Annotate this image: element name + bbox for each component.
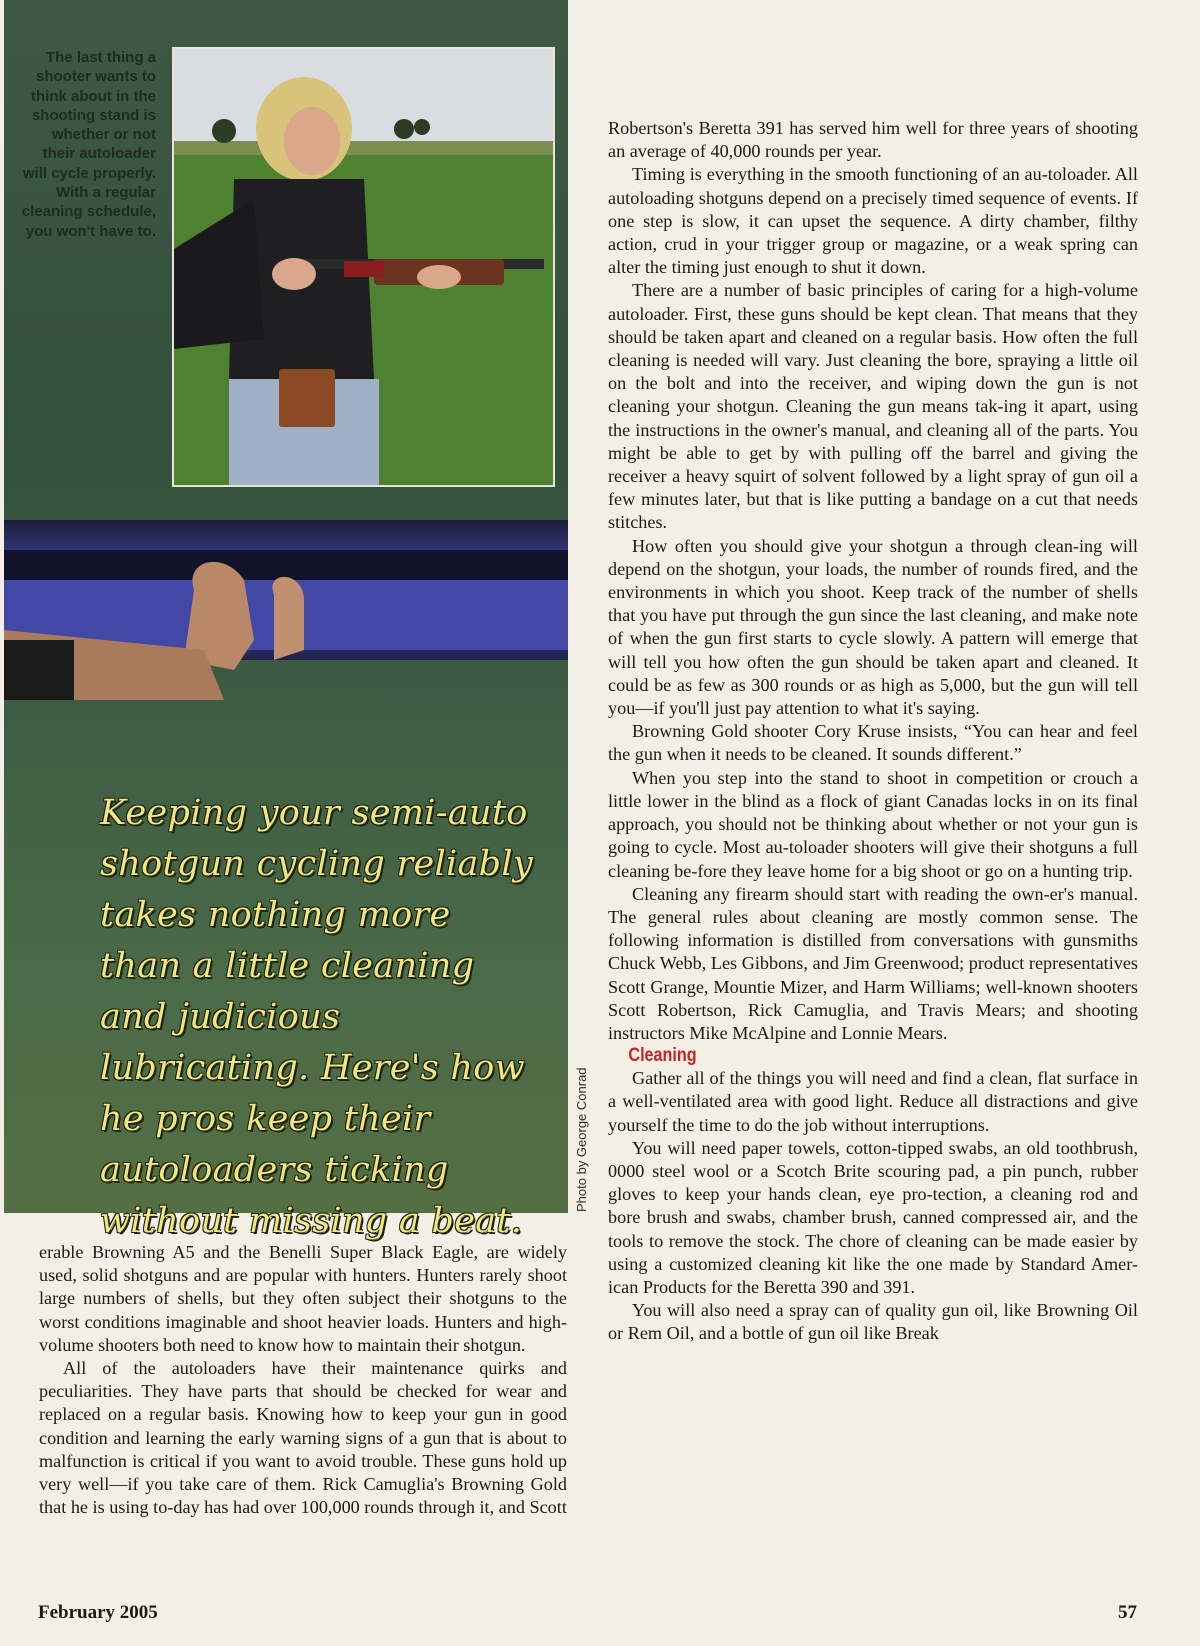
body-paragraph: Gather all of the things you will need and find a clean, flat surface in a well-ventilated area with good light. Reduce all distractions and give yourself the time to do the job without interruptions. [608, 1068, 1138, 1135]
photo-caption: The last thing a shooter wants to think about in the shooting stand is whether or not their autoloader will cycle properly. With a regular cleaning schedule, you won't have to. [21, 49, 156, 240]
body-paragraph: There are a number of basic principles of caring for a high-volume autoloader. First, these guns should be kept clean. That means that they should be taken apart and cleaned on a regular basis. How often the full cleaning is needed will vary. Just cleaning the bore, spraying a little oil on the bolt and into the receiver, and wiping down the gun is not cleaning your shotgun. Cleaning the gun means tak-ing it apart, using the instructions in the owner's manual, and cleaning all of the parts. You might be able to get by with pulling off the barrel and giving the receiver a heavy squirt of solvent followed by a light spray of gun oil a few minutes later, but that is like putting a bandage on a cut that needs stitches. [608, 280, 1138, 533]
gun-closeup-band [4, 520, 568, 660]
body-paragraph: When you step into the stand to shoot in competition or crouch a little lower in the blind as a flock of giant Canadas locks in on its final approach, you should not be thinking about whether or not your gun is going to cycle. Most au-toloader shooters will give their shotguns a full cleaning be-fore they leave home for a big shoot or go on a hunting trip. [608, 767, 1138, 881]
feature-photo-panel [4, 0, 568, 1241]
body-paragraph: Timing is everything in the smooth functioning of an au-toloader. All autoloading shotguns depend on a precisely timed sequence of events. If one step is slow, it can upset the sequence. A dirty chamber, filthy action, crud in your trigger group or magazine, or a weak spring can alter the timing just enough to shut it down. [608, 164, 1138, 278]
pull-quote: Keeping your semi-auto shotgun cycling reliably takes nothing more than a little cleaning and judicious lubricating. Here's how he pros keep their autoloaders ticking without missing a beat. [100, 793, 533, 1241]
photo-credit: Photo by George Conrad [574, 1067, 589, 1212]
gun-hand-illustration [4, 520, 568, 700]
shooter-illustration [174, 49, 553, 485]
body-paragraph: You will need paper towels, cotton-tipped swabs, an old toothbrush, 0000 steel wool or a Scotch Brite scouring pad, a pin punch, rubber gloves to keep your hands clean, eye pro-tection, a cleaning rod and bore brush and swabs, chamber brush, canned compressed air, and the tools to remove the stock. The chore of cleaning can be made easier by using a customized cleaning kit like the one made by Standard Amer-ican Products for the Beretta 390 and 391. [608, 1137, 1138, 1297]
body-paragraph: Browning Gold shooter Cory Kruse insists, “You can hear and feel the gun when it needs to be cleaned. It sounds different.” [608, 721, 1138, 765]
body-paragraph: All of the autoloaders have their maintenance quirks and peculiarities. They have parts that should be checked for wear and replaced on a regular basis. Knowing how to keep your gun in good condition and learning the early warning signs of a gun that is about to malfunction is critical if you want to avoid trouble. These guns hold up very well—if you take care of them. Rick Camuglia's Browning Gold that he is using to-day has had over 100,000 rounds through it, and Scott [39, 1358, 567, 1518]
body-paragraph: erable Browning A5 and the Benelli Super Black Eagle, are widely used, solid shotguns and are popular with hunters. Hunters rarely shoot large numbers of shells, but they often subject their shotguns to the worst conditions imaginable and shoot heavier loads. Hunters and high-volume shooters both need to know how to maintain their shotgun. [39, 1242, 567, 1355]
body-paragraph: You will also need a spray can of quality gun oil, like Browning Oil or Rem Oil, and a bottle of gun oil like Break [608, 1300, 1138, 1344]
shooter-photo [172, 47, 555, 487]
right-text-column [608, 117, 1138, 1346]
section-subhead: Cleaning [628, 1045, 697, 1067]
issue-date: February 2005 [38, 1602, 158, 1623]
body-paragraph: Cleaning any firearm should start with reading the own-er's manual. The general rules about cleaning are mostly common sense. The following information is distilled from conversations with gunsmiths Chuck Webb, Les Gibbons, and Jim Greenwood; product representatives Scott Grange, Mountie Mizer, and Harm Williams; well-known shooters Scott Robertson, Rick Camuglia, and Travis Mears; and shooting instructors Mike McAlpine and Lonnie Mears. [608, 883, 1138, 1043]
body-paragraph: Robertson's Beretta 391 has served him well for three years of shooting an average of 40,000 rounds per year. [608, 118, 1138, 162]
body-paragraph: How often you should give your shotgun a through clean-ing will depend on the shotgun, your loads, the number of rounds fired, and the environments in which you shoot. Keep track of the number of shells that you have put through the gun since the last cleaning, and make note of when the gun first starts to cycle slowly. A pattern will emerge that will tell you how often the gun should be taken apart and cleaned. It could be as few as 300 rounds or as high as 5,000, but the gun will tell you—if you'll just pay attention to what it's saying. [608, 535, 1138, 719]
page-number: 57 [1118, 1602, 1137, 1623]
left-text-column [39, 1241, 567, 1519]
